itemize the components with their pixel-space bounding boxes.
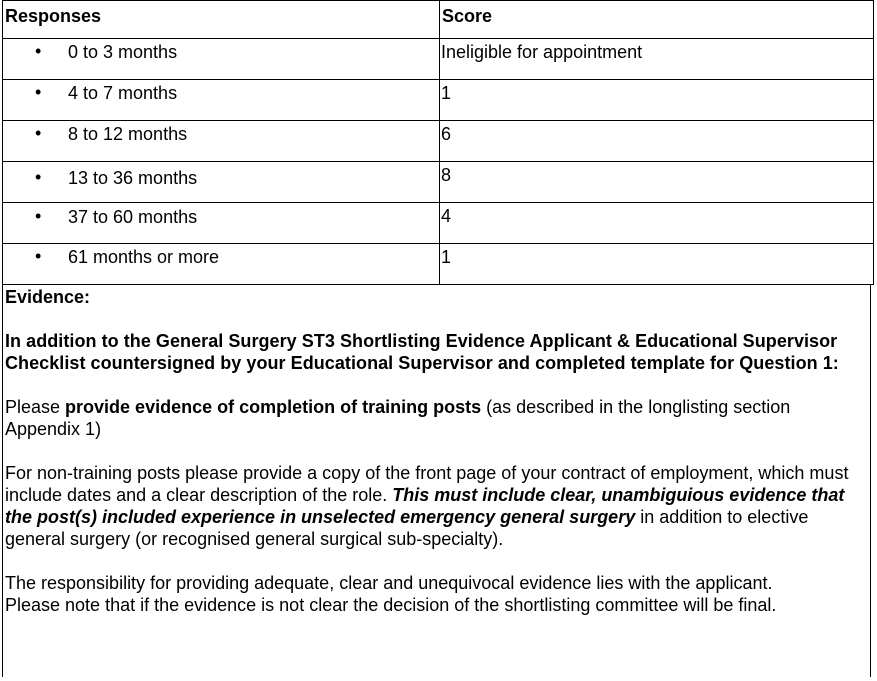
p1-start: Please xyxy=(5,397,66,417)
bullet: • xyxy=(35,167,42,187)
bullet: • xyxy=(35,206,42,226)
table-row xyxy=(3,203,874,244)
header-responses: Responses xyxy=(3,1,440,39)
table-row xyxy=(3,39,874,80)
p3-line1: The responsibility for providing adequate, clear and unequivocal evidence lies with the applicant. xyxy=(5,573,773,593)
response-text: 37 to 60 months xyxy=(68,207,198,227)
response-text: 0 to 3 months xyxy=(68,42,178,62)
evidence-paragraph-non-training xyxy=(5,462,868,550)
table-header-row xyxy=(3,1,874,39)
p2-start: For non-training posts please provide a copy of the front page of your contract of employment, which must include dates and a clear description of the role. xyxy=(5,463,849,505)
evidence-paragraph-responsibility xyxy=(5,572,868,616)
p2-end: in addition to elective general surgery (or recognised general surgical sub-specialty). xyxy=(5,507,809,549)
scoring-table xyxy=(2,0,874,285)
response-text: 13 to 36 months xyxy=(68,168,198,188)
bullet: • xyxy=(35,123,42,143)
response-text: 61 months or more xyxy=(68,247,220,267)
table-row xyxy=(3,244,874,285)
evidence-intro: In addition to the General Surgery ST3 Shortlisting Evidence Applicant & Educational Supervisor Checklist countersigned by your Educational Supervisor and completed template for Question 1: xyxy=(5,331,839,373)
table-row xyxy=(3,80,874,121)
header-score: Score xyxy=(440,1,874,39)
table-row xyxy=(3,162,874,203)
score-cell: 8 xyxy=(440,162,874,203)
document-page xyxy=(2,0,873,677)
response-text: 8 to 12 months xyxy=(68,124,188,144)
evidence-title: Evidence: xyxy=(5,287,91,307)
evidence-paragraph-training xyxy=(5,396,868,440)
score-cell: Ineligible for appointment xyxy=(440,39,874,80)
score-cell: 1 xyxy=(440,80,874,121)
p1-bold: provide evidence of completion of training posts xyxy=(65,397,482,417)
table-row xyxy=(3,121,874,162)
p1-end: (as described in the longlisting section Appendix 1) xyxy=(5,397,791,439)
score-cell: 4 xyxy=(440,203,874,244)
bullet: • xyxy=(35,82,42,102)
evidence-section xyxy=(2,285,871,677)
bullet: • xyxy=(35,41,42,61)
score-cell: 1 xyxy=(440,244,874,285)
score-cell: 6 xyxy=(440,121,874,162)
p3-line2: Please note that if the evidence is not clear the decision of the shortlisting committee will be final. xyxy=(5,595,777,615)
p2-bold-italic: This must include clear, unambiguious evidence that the post(s) included experience in unselected emergency general surgery xyxy=(5,485,845,527)
bullet: • xyxy=(35,246,42,266)
response-text: 4 to 7 months xyxy=(68,83,178,103)
